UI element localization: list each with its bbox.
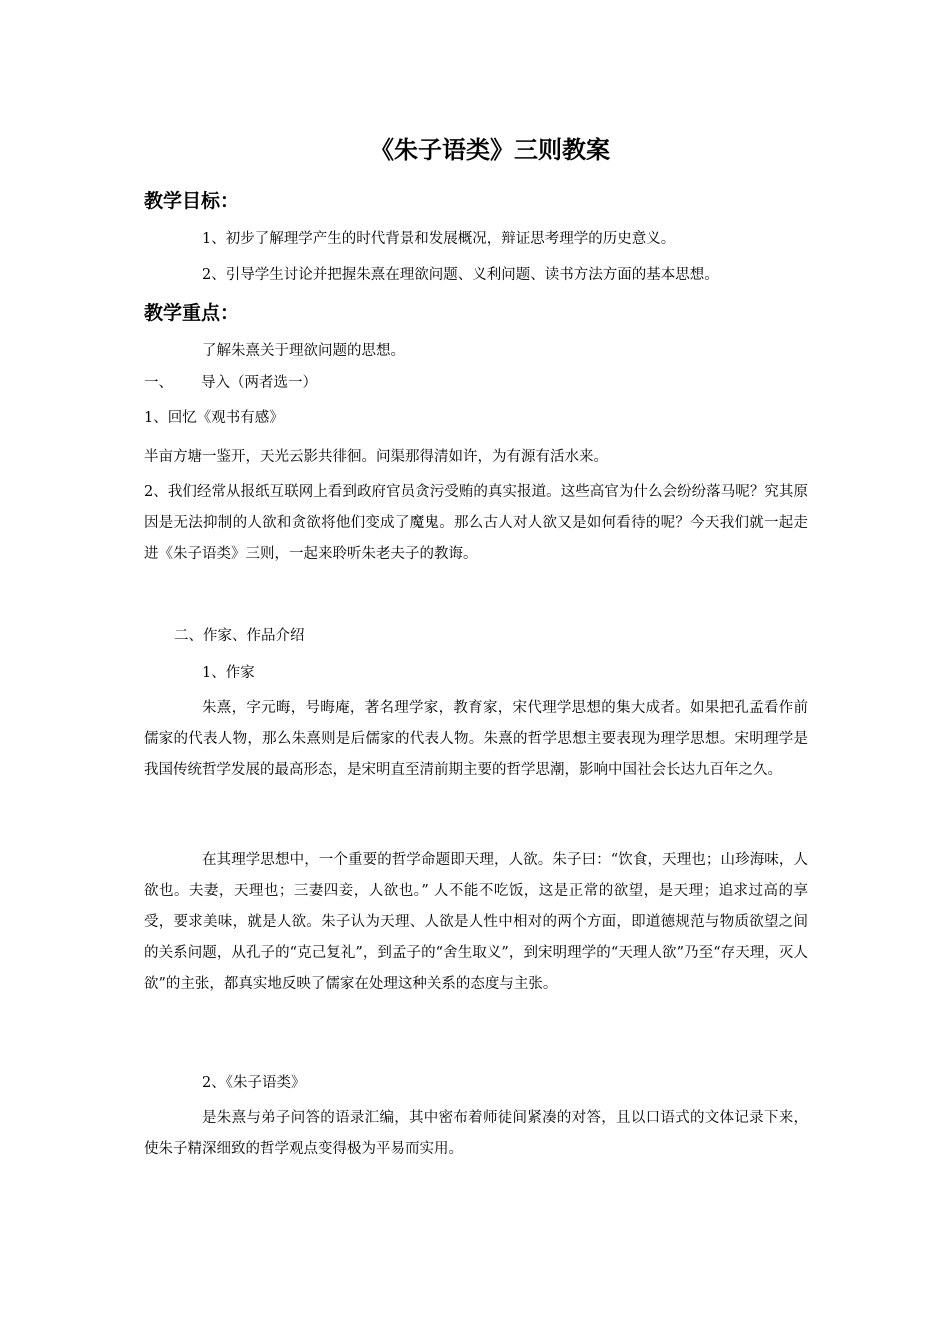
section2-heading: 二、作家、作品介绍 [174, 628, 305, 644]
poem-text: 半亩方塘一鉴开，天光云影共徘徊。问渠那得清如许，为有源有活水来。 [144, 449, 608, 465]
key-points-heading: 教学重点： [144, 302, 240, 324]
document-title: 《朱子语类》三则教案 [370, 136, 610, 164]
section1-title: 导入（两者选一） [201, 375, 317, 391]
section1-heading [144, 372, 317, 394]
option1-title: 1、回忆《观书有感》 [144, 410, 284, 426]
author-subheading: 1、作家 [202, 665, 255, 681]
objectives-heading: 教学目标： [144, 190, 240, 212]
author-paragraph-2: 在其理学思想中，一个重要的哲学命题即天理，人欲。朱子曰：“饮食，天理也；山珍海味，人欲也。夫妻，天理也；三妻四妾，人欲也。” 人不能不吃饭，这是正常的欲望，是天理；追求过高的享受，要求美味，就是人欲。朱子认为天理、人欲是人性中相对的两个方面，即道德规范与物质欲望之间的关系问题，从孔子的“克己复礼”，到孟子的“舍生取义”，到宋明理学的“天理人欲”乃至“存天理，灭人欲”的主张，都真实地反映了儒家在处理这种关系的态度与主张。 [144, 852, 808, 992]
option2-paragraph: 2、我们经常从报纸互联网上看到政府官员贪污受贿的真实报道。这些高官为什么会纷纷落马呢？究其原因是无法抑制的人欲和贪欲将他们变成了魔鬼。那么古人对人欲又是如何看待的呢？今天我们就一起走进《朱子语类》三则，一起来聆听朱老夫子的教诲。 [144, 484, 808, 562]
objective-item-1: 1、初步了解理学产生的时代背景和发展概况，辩证思考理学的历史意义。 [202, 231, 676, 247]
work-subheading: 2、《朱子语类》 [202, 1075, 306, 1091]
author-paragraph-1: 朱熹，字元晦，号晦庵，著名理学家，教育家，宋代理学思想的集大成者。如果把孔孟看作前儒家的代表人物，那么朱熹则是后儒家的代表人物。朱熹的哲学思想主要表现为理学思想。宋明理学是我国传统哲学发展的最高形态，是宋明直至清前期主要的哲学思潮，影响中国社会长达九百年之久。 [144, 700, 808, 778]
objective-item-2: 2、引导学生讨论并把握朱熹在理欲问题、义利问题、读书方法方面的基本思想。 [202, 267, 719, 283]
section1-number: 一、 [144, 375, 173, 391]
work-paragraph: 是朱熹与弟子问答的语录汇编，其中密布着师徒间紧凑的对答，且以口语式的文体记录下来，使朱子精深细致的哲学观点变得极为平易而实用。 [144, 1110, 808, 1157]
key-points-text: 了解朱熹关于理欲问题的思想。 [202, 343, 405, 359]
